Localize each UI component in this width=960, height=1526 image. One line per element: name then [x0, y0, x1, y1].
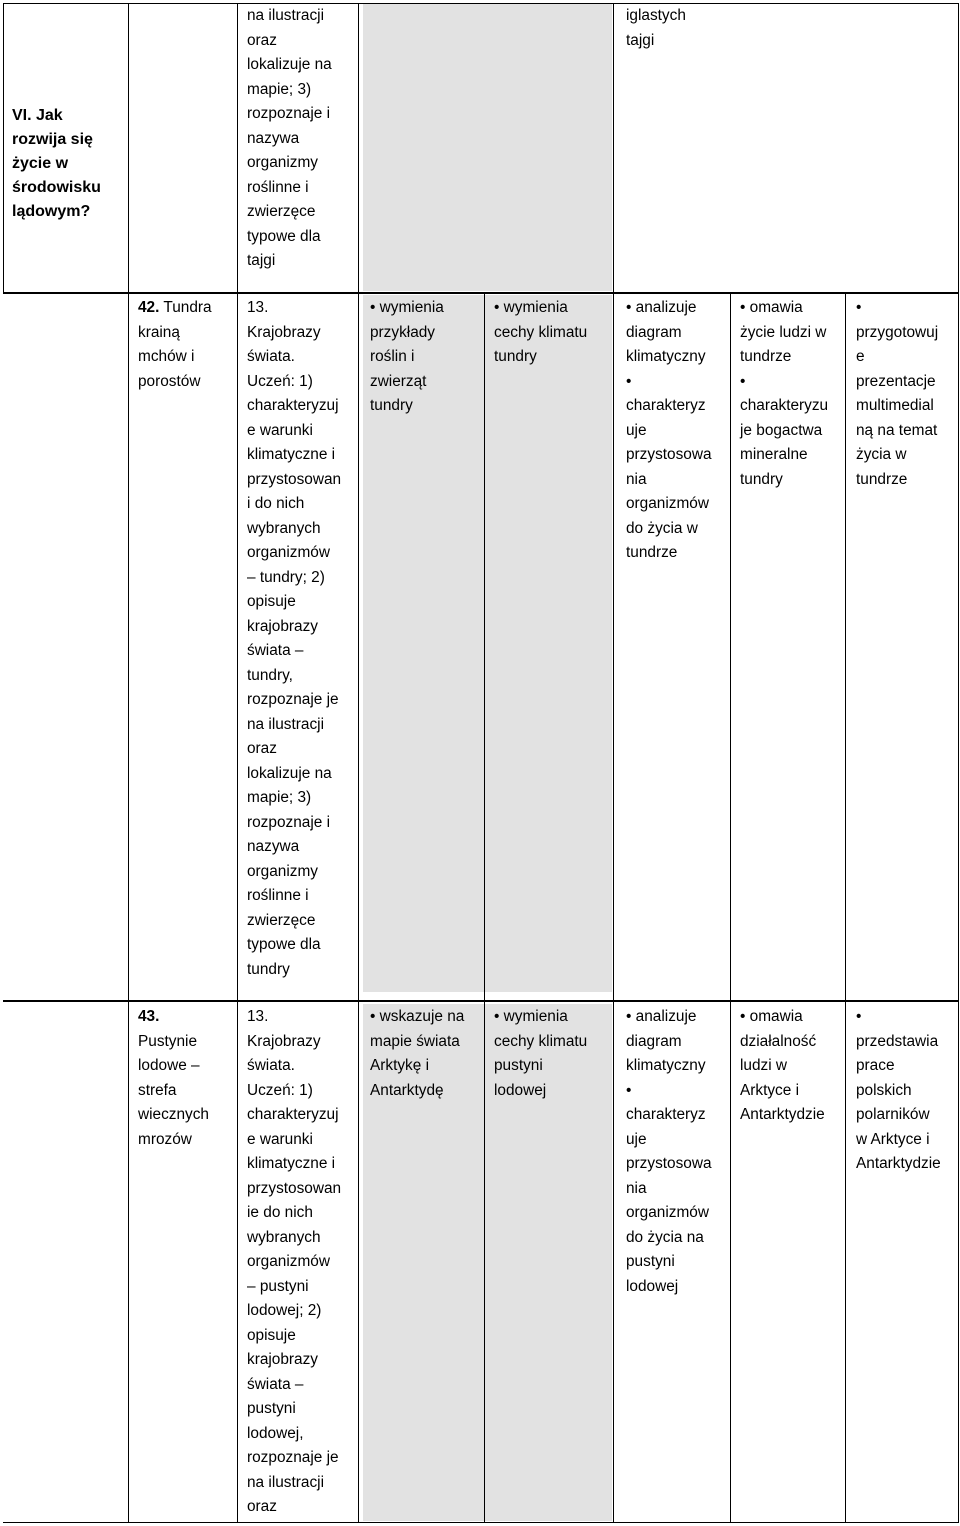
requirement-line: lodowej — [494, 1081, 547, 1099]
requirement-item: • analizuje — [626, 296, 728, 321]
content-line: organizmy — [247, 862, 318, 880]
content-line: krajobrazy — [247, 1351, 318, 1368]
requirement-item: • wymienia — [494, 1005, 610, 1030]
content-line: 13. — [247, 1008, 269, 1025]
requirement-line: przystosowa — [626, 1155, 712, 1172]
content-line: przystosowan — [247, 1179, 342, 1197]
requirement-line: polskich — [856, 1081, 912, 1099]
content-line: organizmy — [247, 154, 318, 171]
content-line: mapie; 3) — [247, 80, 312, 98]
requirement-line: tundrze — [856, 470, 908, 488]
requirement-line: cechy klimatu — [494, 323, 588, 341]
content-line: świata – — [247, 642, 304, 659]
bullet-icon — [626, 370, 728, 395]
section-title-line: środowisku — [12, 179, 101, 196]
requirement-line: zwierząt — [370, 372, 427, 390]
requirement-line: prezentacje — [856, 372, 936, 390]
requirement-line: Antarktydzie — [740, 1106, 825, 1123]
content-line: nazywa — [247, 129, 300, 147]
row-separator-2 — [3, 1000, 958, 1002]
requirement-line: przygotowuj — [856, 323, 939, 341]
content-line: opisuje — [247, 593, 296, 610]
topic-line: wiecznych — [138, 1106, 209, 1123]
content-line: rozpoznaje je — [247, 691, 339, 708]
requirement-line: prace — [856, 1057, 895, 1074]
requirement-line: uje — [626, 421, 647, 439]
section-title — [12, 104, 124, 224]
requirement-level-2-42 — [494, 296, 610, 370]
content-line: charakteryzuj — [247, 397, 339, 414]
content-line: lokalizuje na — [247, 56, 332, 73]
requirement-line: nia — [626, 1179, 647, 1197]
lesson-topic-43 — [138, 1005, 234, 1152]
content-line: zwierzęce — [247, 203, 316, 220]
content-line: oraz — [247, 740, 277, 757]
col-border-1 — [128, 293, 129, 1523]
lesson-number: 43. — [138, 1008, 160, 1025]
requirement-level-3-42 — [626, 296, 728, 566]
content-line: klimatyczne i — [247, 1155, 336, 1172]
content-line: oraz — [247, 31, 277, 49]
requirement-line: polarników — [856, 1106, 930, 1123]
requirement-level-1-43 — [370, 1005, 480, 1103]
requirement-line: tundry — [740, 470, 783, 488]
content-line: charakteryzuj — [247, 1106, 339, 1123]
content-line: tajgi — [247, 252, 276, 269]
bullet-icon — [740, 370, 844, 395]
col-border-7 — [845, 293, 846, 1523]
content-line: na ilustracji — [247, 1473, 324, 1491]
content-line: krajobrazy — [247, 617, 318, 635]
section-title-line: życie w — [12, 155, 69, 172]
requirement-line: mineralne — [740, 446, 808, 463]
content-line: mapie; 3) — [247, 789, 312, 806]
activity-line: iglastych — [626, 7, 686, 24]
requirement-line: tundrze — [626, 544, 678, 561]
content-line: Uczeń: 1) — [247, 372, 313, 390]
content-line: roślinne i — [247, 887, 309, 904]
content-line: e warunki — [247, 1130, 313, 1148]
requirement-line: przedstawia — [856, 1032, 939, 1050]
topic-line: Tundra — [163, 299, 212, 316]
col-border-5 — [613, 3, 614, 1523]
requirement-line: nia — [626, 470, 647, 488]
curriculum-content-43 — [247, 1005, 355, 1520]
requirement-line: e — [856, 348, 865, 365]
content-line: lodowej; 2) — [247, 1302, 322, 1319]
content-line: Krajobrazy — [247, 1032, 321, 1050]
requirement-item: • wskazuje na — [370, 1005, 480, 1030]
requirement-line: lodowej — [626, 1277, 679, 1295]
section-title-line: lądowym? — [12, 203, 91, 220]
requirement-line: działalność — [740, 1032, 817, 1050]
content-line: świata. — [247, 1057, 295, 1074]
content-line: świata. — [247, 348, 295, 365]
bullet-icon — [856, 1005, 956, 1030]
col-border-6 — [730, 293, 731, 1523]
content-line: oraz — [247, 1498, 277, 1515]
content-line: organizmów — [247, 544, 330, 561]
table-top-border — [3, 3, 958, 4]
col-border-4 — [484, 293, 485, 1523]
requirement-line: uje — [626, 1130, 647, 1148]
content-line: rozpoznaje je — [247, 1449, 339, 1466]
shaded-column-top — [363, 4, 612, 291]
topic-line: lodowe – — [138, 1057, 200, 1074]
requirement-line: Antarktydę — [370, 1081, 444, 1099]
topic-line: krainą — [138, 323, 180, 341]
content-line: e warunki — [247, 421, 313, 439]
requirement-level-4-43 — [740, 1005, 844, 1128]
content-line: ie do nich — [247, 1204, 313, 1221]
content-line: klimatyczne i — [247, 446, 336, 463]
bullet-icon — [856, 296, 956, 321]
content-line: na ilustracji — [247, 7, 324, 24]
requirement-level-3-43 — [626, 1005, 728, 1299]
requirement-line: do życia w — [626, 519, 698, 537]
requirement-line: charakteryzu — [740, 397, 829, 414]
content-line: rozpoznaje i — [247, 813, 330, 831]
content-line: organizmów — [247, 1253, 330, 1270]
content-line: typowe dla — [247, 936, 321, 953]
topic-line: Pustynie — [138, 1032, 198, 1050]
content-line: przystosowan — [247, 470, 342, 488]
content-line: – tundry; 2) — [247, 568, 325, 586]
requirement-line: klimatyczny — [626, 1057, 706, 1074]
table-bottom-border — [3, 1522, 958, 1523]
requirement-line: do życia na — [626, 1228, 704, 1246]
content-line: tundry, — [247, 666, 293, 684]
requirement-level-2-43 — [494, 1005, 610, 1103]
content-line: wybranych — [247, 1228, 321, 1246]
col-border-8 — [958, 3, 959, 1523]
content-line: tundry — [247, 960, 290, 978]
section-content-text — [247, 4, 355, 274]
requirement-line: organizmów — [626, 1204, 709, 1221]
row-separator-1 — [3, 292, 958, 294]
content-line: wybranych — [247, 519, 321, 537]
content-line: roślinne i — [247, 178, 309, 196]
requirement-line: tundry — [370, 397, 413, 414]
content-line: lodowej, — [247, 1424, 304, 1442]
col-border-3 — [358, 3, 359, 1523]
requirement-line: tundrze — [740, 348, 792, 365]
requirement-item: • wymienia — [494, 296, 610, 321]
activity-line: tajgi — [626, 31, 655, 49]
content-line: lokalizuje na — [247, 764, 332, 782]
requirement-level-4-42 — [740, 296, 844, 492]
requirement-line: organizmów — [626, 495, 709, 512]
content-line: Krajobrazy — [247, 323, 321, 341]
requirement-line: ludzi w — [740, 1057, 788, 1074]
requirement-item: • wymienia — [370, 296, 480, 321]
content-line: nazywa — [247, 838, 300, 855]
requirement-level-5-43 — [856, 1005, 956, 1177]
requirement-line: Arktyce i — [740, 1081, 800, 1099]
section-title-line: rozwija się — [12, 131, 93, 148]
content-line: opisuje — [247, 1326, 296, 1344]
topic-line: strefa — [138, 1081, 177, 1099]
lesson-topic-42 — [138, 296, 234, 394]
requirement-line: roślin i — [370, 348, 415, 365]
content-line: Uczeń: 1) — [247, 1081, 313, 1099]
topic-line: mchów i — [138, 348, 195, 365]
content-line: i do nich — [247, 495, 305, 512]
requirement-line: ną na temat — [856, 421, 938, 439]
bullet-icon — [626, 1079, 728, 1104]
requirement-line: charakteryz — [626, 397, 706, 414]
content-line: na ilustracji — [247, 715, 324, 733]
requirement-line: Arktykę i — [370, 1057, 430, 1074]
requirement-level-5-42 — [856, 296, 956, 492]
requirement-line: w Arktyce i — [856, 1130, 930, 1148]
topic-line: porostów — [138, 372, 201, 390]
section-activity-text — [626, 4, 746, 53]
topic-line: mrozów — [138, 1130, 192, 1148]
content-line: rozpoznaje i — [247, 105, 330, 122]
col-border-1-top — [128, 3, 129, 293]
content-line: 13. — [247, 299, 269, 316]
content-line: typowe dla — [247, 227, 321, 245]
section-title-line: VI. Jak — [12, 107, 63, 124]
curriculum-content-42 — [247, 296, 355, 982]
requirement-item: • omawia — [740, 296, 844, 321]
requirement-level-1-42 — [370, 296, 480, 419]
requirement-line: pustyni — [494, 1057, 543, 1074]
content-line: – pustyni — [247, 1277, 309, 1295]
requirement-line: multimedial — [856, 397, 934, 414]
requirement-line: przystosowa — [626, 446, 712, 463]
requirement-line: diagram — [626, 323, 682, 341]
content-line: świata – — [247, 1375, 304, 1393]
col-border-2 — [237, 3, 238, 1523]
requirement-line: Antarktydzie — [856, 1155, 941, 1172]
requirement-line: pustyni — [626, 1253, 675, 1270]
requirement-item: • analizuje — [626, 1005, 728, 1030]
content-line: pustyni — [247, 1400, 296, 1417]
requirement-line: klimatyczny — [626, 348, 706, 365]
requirement-line: cechy klimatu — [494, 1032, 588, 1050]
content-line: zwierzęce — [247, 911, 316, 929]
requirement-line: diagram — [626, 1032, 682, 1050]
col-border-0 — [3, 3, 4, 293]
requirement-line: mapie świata — [370, 1032, 460, 1050]
requirement-line: życia w — [856, 446, 907, 463]
requirement-line: je bogactwa — [740, 421, 823, 439]
requirement-line: przykłady — [370, 323, 436, 341]
requirement-item: • omawia — [740, 1005, 844, 1030]
requirement-line: życie ludzi w — [740, 323, 827, 341]
requirement-line: tundry — [494, 348, 537, 365]
lesson-number: 42. — [138, 299, 160, 316]
requirement-line: charakteryz — [626, 1106, 706, 1123]
